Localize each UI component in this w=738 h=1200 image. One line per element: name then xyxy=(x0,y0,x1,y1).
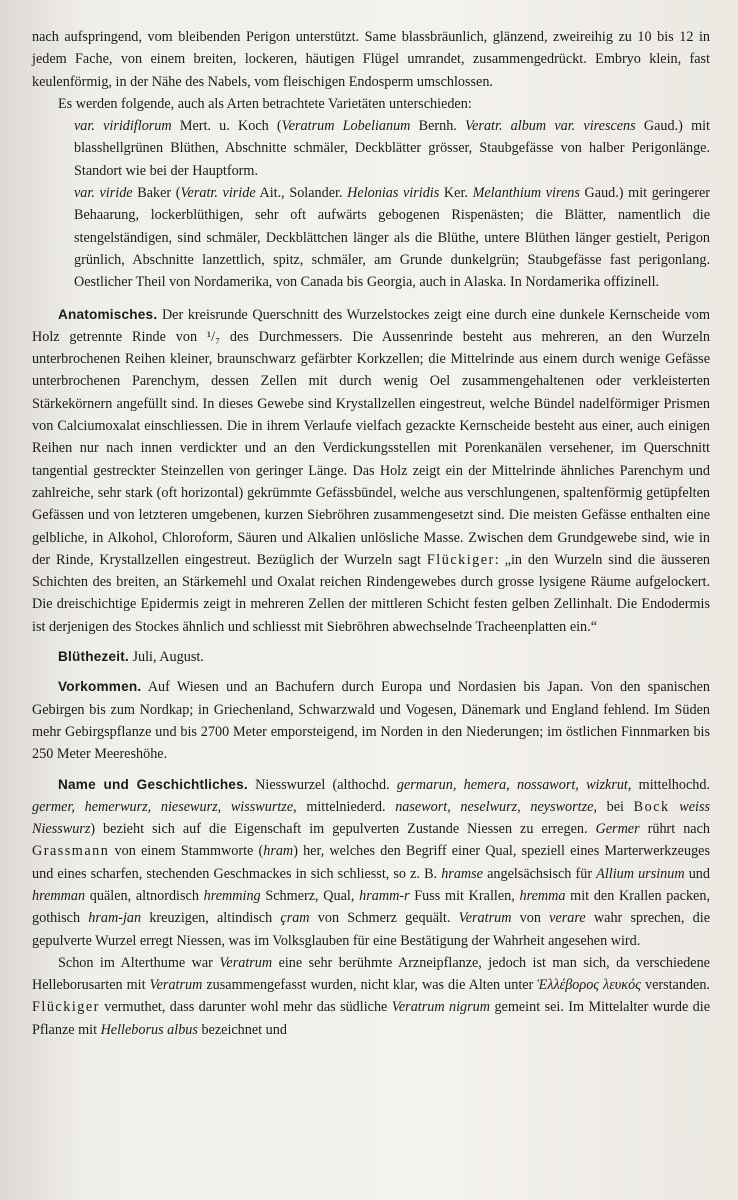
text-line: 10 bis 12 in jedem Fache, von einem breiten, lockeren, häutigen Flügel umrandet, zusammengedrückt. xyxy=(32,29,711,68)
varieties-intro xyxy=(32,93,710,115)
author-name: Grassmann xyxy=(32,843,110,860)
text: Gaud.) xyxy=(579,185,624,202)
section-text: Der kreisrunde Querschnitt des Wurzelstockes zeigt eine durch eine dunkele Kernscheide vom Holz getrennte Rinde von ¹/₇ des Durchmessers. Die Aussenrinde besteht aus mehreren, an den Wurzeln unterbrochenen Reihen kleiner, braunschwarz gefärbter Korkzellen; die Mittelrinde aus einem durch wenige Gefässe unterbrochenen Parenchym, dessen Zellen mit durch wenig Oel zusammengehaltenen oder verkleisterten Stärkekörnern angefüllt sind. In dieses Gewebe sind Krystallzellen eingestreut, welche Bündel nadelförmiger Prismen von Calciumoxalat einschliessen. Die in ihrem Verlaufe vielfach gezackte Kernscheide besteht aus einer, auch einigen Reihen nur nach innen verdickter und an den Verdickungsstellen mit Porenkanälen versehener, im Querschnitt tangential gestreckter Steinzellen von geringer Länge. Das Holz zeigt ein der Mittelrinde ähnliches Parenchym und zahlreiche, sehr stark (oft horizontal) gekrümmte Gefässbündel, welche aus verschlungenen, spaltenförmig getüpfelten Gefässen und von letzteren umgebenen, kurzen Siebröhren zusammengesetzt sind. Die meisten Gefässe enthalten eine gelbliche, in Alkohol, Chloroform, Säuren und Alkalien unlösliche Masse. Zwischen dem Grundgewebe sind, wie in der Rinde, Krystallzellen eingestreut. Bezüglich der Wurzeln sagt xyxy=(32,306,711,568)
text: Perigonlänge. Standort wie bei der Hauptform. xyxy=(74,140,711,179)
text: namentlich die stengelständigen, sind schmäler, Deckblättchen länger als die Blüthe, untere xyxy=(74,207,710,246)
italic-term: Veratrum xyxy=(149,977,203,994)
text: ) bezieht sich auf die Eigenschaft im gepulverten Zustande Niessen zu erregen. xyxy=(90,821,596,838)
text: zusammengefasst wurden, nicht klar, was die Alten unter xyxy=(202,977,538,994)
italic-term: nasewort, neselwurz, neyswortze xyxy=(395,798,594,815)
variety-name: var. viride xyxy=(74,185,133,202)
section-alterthum xyxy=(32,952,710,1041)
text: Ait., Solander. xyxy=(255,185,348,202)
section-heading: Name und Geschichtliches. xyxy=(58,776,248,792)
variety-viridiflorum xyxy=(32,115,710,182)
intro-paragraph xyxy=(32,26,710,93)
section-heading: Blüthezeit. xyxy=(58,649,129,665)
section-text: Juli, August. xyxy=(128,649,204,666)
text: angelsächsisch für xyxy=(482,865,597,882)
section-heading: Vorkommen. xyxy=(58,679,142,695)
section-name xyxy=(32,774,710,952)
italic-term: hram xyxy=(263,843,294,860)
text: mit blasshellgrünen Blüthen, Abschnitte schmäler, Deckblätter grösser, Staubgefässe von halber xyxy=(74,118,710,157)
text: , bei xyxy=(593,798,634,815)
text: Schmerz, Qual, xyxy=(260,887,360,904)
text xyxy=(670,799,680,815)
italic-term: verare xyxy=(549,910,586,927)
italic-term: hramm-r xyxy=(359,887,410,904)
text: kreuzigen, altindisch xyxy=(141,910,281,927)
italic-term: hram-jan xyxy=(88,910,142,927)
italic-term: Veratrum xyxy=(219,954,273,971)
text: ) her, welches den Begriff einer Qual, speziell eines Marterwerkzeuges und eines scharfen, stechenden Geschmackes in sich schliesst, so z. B. xyxy=(32,843,710,882)
text: Baker ( xyxy=(132,185,181,202)
section-text: Auf Wiesen und an Bachufern durch Europa und Nordasien bis Japan. Von den spanischen Gebirgen bis zum Nordkap; in Griechenland, Schwarzwald und Vogesen, Dänemark und England fehlend. Im Süden mehr Gebirgspflanze und bis 2700 Meter emporsteigend, im Norden in den Niederungen; im östlichen Finnmarken bis 250 Meter Meereshöhe. xyxy=(32,679,710,763)
text: dunkelgrün; Staubgefässe fast perigonlang. Oestlicher Theil von Nordamerika, von Canada xyxy=(74,251,710,291)
text: Blüthen länger gestielt, Perigon grünlich, Abschnitte lanzettlich, spitz, schmäler, am Grunde xyxy=(74,229,711,268)
text: von einem Stammworte ( xyxy=(109,843,264,860)
text: von Schmerz gequält. xyxy=(309,910,459,927)
italic-term: Helleborus albus xyxy=(100,1021,198,1038)
text-line: nach aufspringend, vom bleibenden Perigon unterstützt. Same blassbräunlich, glänzend, zweireihig zu xyxy=(32,29,632,45)
text: rührt nach xyxy=(639,821,710,838)
text: Schon im Alterthume war xyxy=(58,954,220,971)
synonym: Melanthium virens xyxy=(472,185,580,202)
text: bezeichnet und xyxy=(197,1021,287,1038)
italic-term: hremma xyxy=(519,887,566,904)
italic-term: çram xyxy=(280,910,310,927)
text: vermuthet, dass darunter wohl mehr das südliche xyxy=(99,999,392,1016)
section-bluethezeit xyxy=(32,646,710,668)
section-heading: Anatomisches. xyxy=(58,306,158,322)
italic-term: Allium ursinum xyxy=(596,865,685,882)
italic-term: hremming xyxy=(203,887,261,904)
italic-term: Germer xyxy=(595,821,640,838)
text: bis Georgia, auch in Alaska. In Nordamerika offizinell. xyxy=(346,274,660,291)
text: , mittelniederd. xyxy=(293,798,396,815)
synonym: Veratrum Lobelianum xyxy=(281,118,411,135)
quote-text: : „in den Wurzeln sind die äusseren Schichten des breiten, an Stärkemehl und Oxalat reichen Rindengewebes durch grosse lysigene Räume aufgelockert. Die dreischichtige Epidermis zeigt in mehreren Zellen der mittleren Schicht festen gelben Zellinhalt. Die Endodermis ist derjenigen des Stockes ähnlich und schliesst mit Siebröhren abwechselnde Tracheenplatten ein.“ xyxy=(32,551,710,635)
text: Fuss mit Krallen, xyxy=(409,887,520,904)
italic-term: Veratrum nigrum xyxy=(391,999,491,1016)
author-name: Flückiger xyxy=(32,999,100,1016)
text: mit geringerer Behaarung, lockerblüthigen, sehr oft aufwärts gebogenen Rispenästen; die Blätter, xyxy=(74,185,711,224)
text: Niesswurzel (althochd. xyxy=(247,776,397,793)
section-vorkommen xyxy=(32,676,710,765)
variety-name: var. viridiflorum xyxy=(74,118,172,135)
section-anatomie xyxy=(32,304,710,638)
text: Bernh. xyxy=(410,118,466,135)
text: Gaud.) xyxy=(635,118,683,135)
synonym: Veratr. album var. virescens xyxy=(465,118,636,135)
greek-term: Ἑλλέβορος λευκός xyxy=(537,977,641,994)
italic-term: germarun, hemera, nossawort, wizkrut xyxy=(396,776,628,793)
text-line: Embryo klein, fast keulenförmig, in der Nähe des Nabels, vom fleischigen Endosperm umschlossen. xyxy=(32,51,711,90)
text: , mittelhochd. xyxy=(627,776,710,793)
text: Mert. u. Koch ( xyxy=(171,118,282,135)
text: quälen, altnordisch xyxy=(85,887,204,904)
variety-viride xyxy=(32,182,710,293)
italic-term: hramse xyxy=(441,865,483,882)
text: eine sehr berühmte Arzneipflanze, jedoch ist man sich, da verschiedene Helleborusarten mit xyxy=(32,954,710,994)
text: mit den Krallen packen, gothisch xyxy=(32,887,710,927)
text: Ker. xyxy=(439,185,473,202)
text-line: Es werden folgende, auch als Arten betrachtete Varietäten unterschieden: xyxy=(58,95,472,112)
text: gemeint sei. Im Mittelalter wurde die Pflanze mit xyxy=(32,999,711,1038)
italic-term: hremman xyxy=(32,887,86,904)
italic-term: germer, hemerwurz, niesewurz, wisswurtze xyxy=(32,798,294,815)
italic-term: weiss Niesswurz xyxy=(32,798,711,838)
author-name: Bock xyxy=(633,798,670,815)
text: verstanden. xyxy=(640,977,710,994)
synonym: Veratr. viride xyxy=(180,185,256,202)
author-name: Flückiger xyxy=(426,551,495,568)
text: und xyxy=(684,865,710,882)
synonym: Helonias viridis xyxy=(347,185,440,202)
italic-term: Veratrum xyxy=(458,910,512,927)
text: wahr sprechen, die gepulverte Wurzel erregt Niessen, was im Volksglauben für eine Bestätigung der Wahrheit angesehen wird. xyxy=(32,910,710,949)
text: von xyxy=(511,910,550,927)
